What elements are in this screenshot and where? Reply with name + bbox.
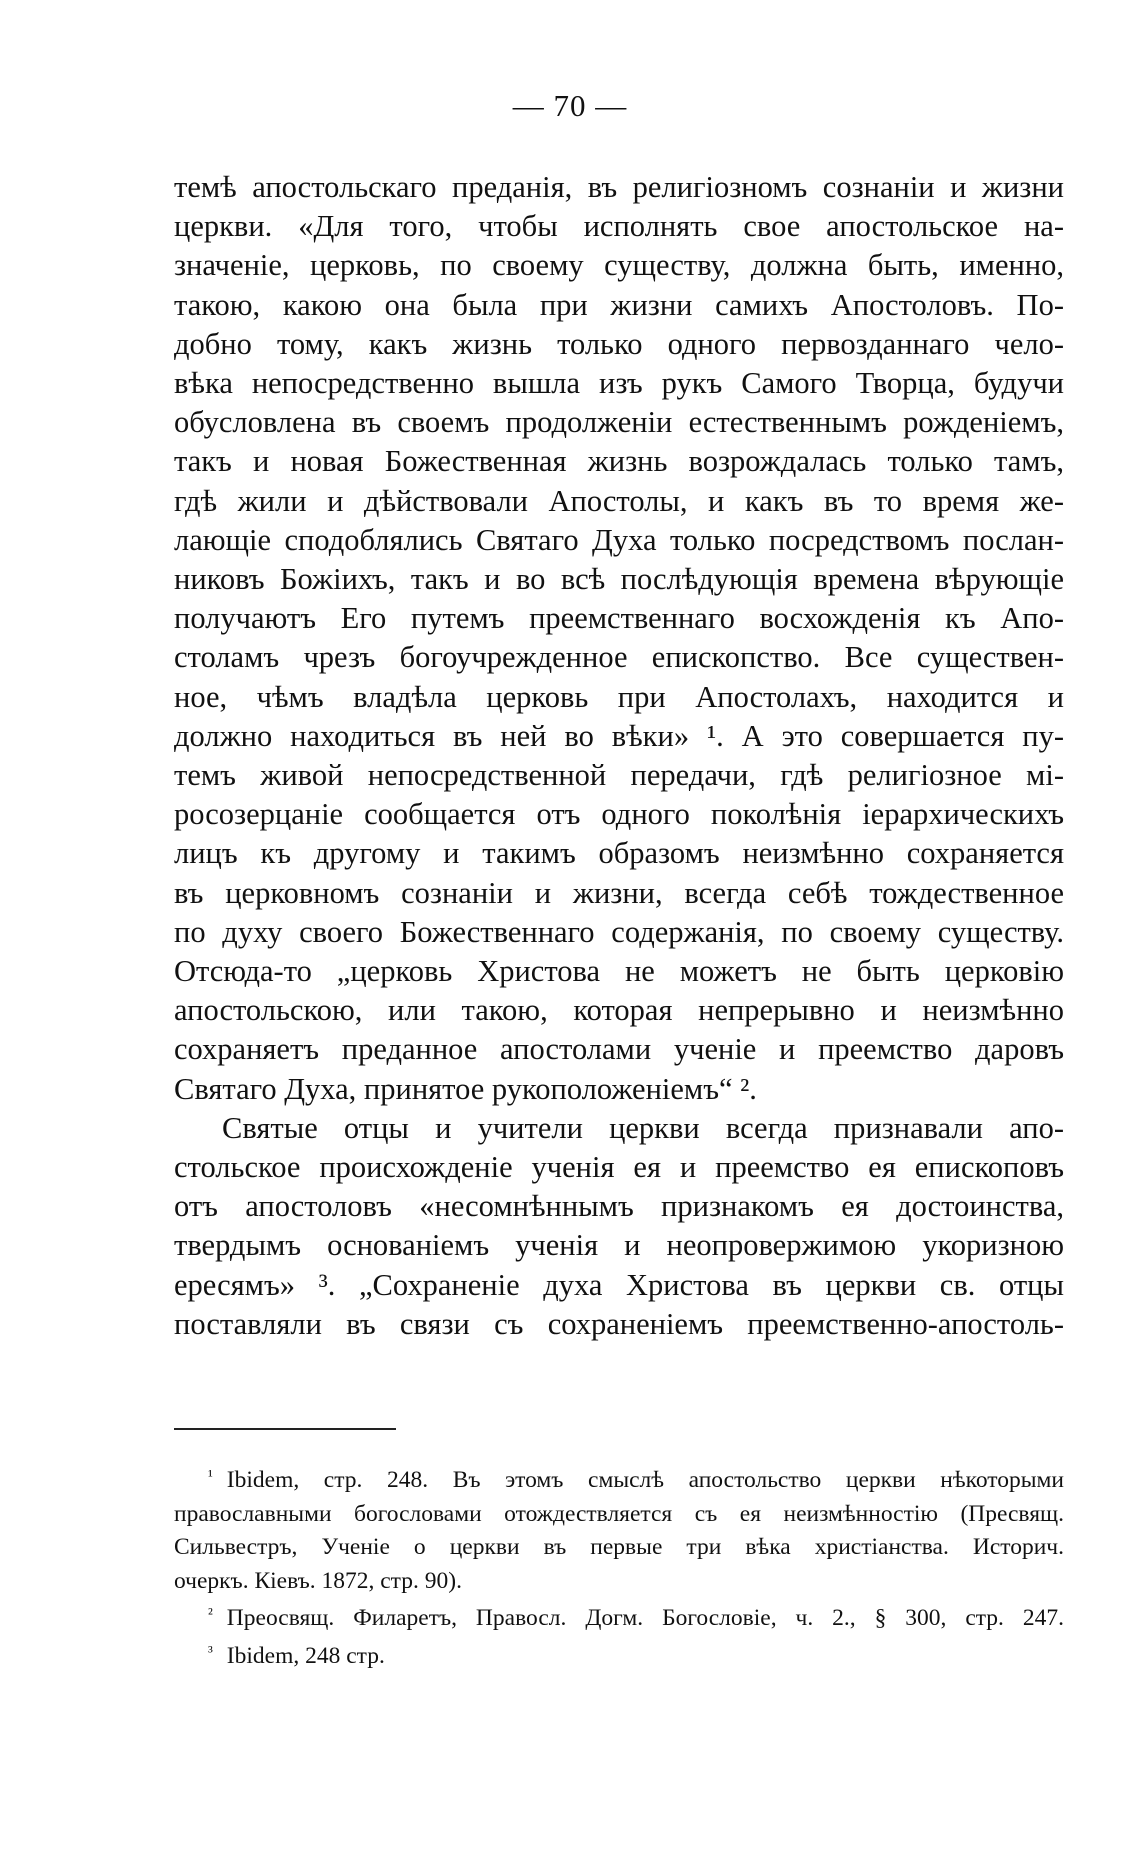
footnotes: [174, 1460, 1064, 1673]
text-line: въ церковномъ сознаніи и жизни, всегда себѣ тождественное: [174, 875, 1064, 910]
text-line: темъ живой непосредственной передачи, гдѣ религіозное мі-: [174, 758, 1064, 793]
text-line: добно тому, какъ жизнь только одного первозданнаго чело-: [174, 326, 1064, 361]
footnote-3: [174, 1636, 1064, 1674]
text-line: вѣка непосредственно вышла изъ рукъ Самого Творца, будучи: [174, 366, 1064, 401]
text-line: ное, чѣмъ владѣла церковь при Апостолахъ, находится и: [174, 679, 1064, 714]
footnote-marker: ²: [208, 1606, 213, 1623]
text-line: получаютъ Его путемъ преемственнаго восхожденія къ Апо-: [174, 601, 1064, 636]
text-line: отъ апостоловъ «несомнѣннымъ признакомъ ея достоинства,: [174, 1189, 1064, 1224]
text-line: апостольскою, или такою, которая непрерывно и неизмѣнно: [174, 993, 1064, 1028]
footnote-2: [174, 1598, 1064, 1636]
text-line: поставляли въ связи съ сохраненіемъ преемственно-апостоль-: [174, 1306, 1064, 1341]
text-line: сохраняетъ преданное апостолами ученіе и преемство даровъ: [174, 1032, 1064, 1067]
text-line: никовъ Божіихъ, такъ и во всѣ послѣдующія времена вѣрующіе: [174, 562, 1064, 597]
footnote-text: Преосвящ. Филаретъ, Правосл. Догм. Богословіе, ч. 2., § 300, стр. 247.: [226, 1605, 1064, 1631]
text-line: должно находиться въ ней во вѣки» ¹. А это совершается пу-: [174, 718, 1064, 753]
footnote-continuation: очеркъ. Кіевъ. 1872, стр. 90).: [174, 1567, 462, 1594]
footnote-separator: [174, 1428, 396, 1430]
footnote-continuation: Сильвестръ, Ученіе о церкви въ первые три вѣка христіанства. Историч.: [174, 1534, 1064, 1560]
paragraph-start-line: Святые отцы и учители церкви всегда признавали апо-: [222, 1110, 1064, 1145]
text-line: темѣ апостольскаго преданія, въ религіозномъ сознаніи и жизни: [174, 170, 1064, 204]
text-line: гдѣ жили и дѣйствовали Апостолы, и какъ въ то время же-: [174, 483, 1064, 518]
text-line: по духу своего Божественнаго содержанія, по своему существу.: [174, 914, 1064, 949]
text-line: Отсюда-то „церковь Христова не можетъ не быть церковію: [174, 954, 1064, 989]
text-line: столамъ чрезъ богоучрежденное епископство. Все существен-: [174, 640, 1064, 675]
page-number: — 70 —: [512, 88, 628, 123]
text-line: такою, какою она была при жизни самихъ Апостоловъ. По-: [174, 287, 1064, 322]
text-line: ересямъ» ³. „Сохраненіе духа Христова въ церкви св. отцы: [174, 1267, 1064, 1302]
footnote-marker: ³: [208, 1643, 213, 1661]
footnote-continuation: православными богословами отождествляется съ ея неизмѣнностію (Пресвящ.: [174, 1500, 1064, 1527]
text-line: лающіе сподоблялись Святаго Духа только посредствомъ послан-: [174, 522, 1064, 557]
text-line: церкви. «Для того, чтобы исполнять свое апостольское на-: [174, 209, 1064, 244]
text-line: значеніе, церковь, по своему существу, должна быть, именно,: [174, 248, 1064, 283]
main-text: [174, 168, 1064, 1344]
text-line: лицъ къ другому и такимъ образомъ неизмѣнно сохраняется: [174, 836, 1064, 871]
footnote-text: Ibidem, 248 стр.: [226, 1642, 385, 1669]
footnote-marker: ¹: [208, 1468, 213, 1485]
footnote-text: Ibidem, стр. 248. Въ этомъ смыслѣ апостольство церкви нѣкоторыми: [226, 1467, 1064, 1493]
text-line: такъ и новая Божественная жизнь возрождалась только тамъ,: [174, 444, 1064, 479]
text-line: стольское происхожденіе ученія ея и преемство ея епископовъ: [174, 1150, 1064, 1185]
text-line: обусловлена въ своемъ продолженіи естественнымъ рожденіемъ,: [174, 405, 1064, 440]
text-line: Святаго Духа, принятое рукоположеніемъ“ ².: [174, 1071, 757, 1106]
text-line: росозерцаніе сообщается отъ одного поколѣнія іерархическихъ: [174, 797, 1064, 832]
footnote-1: [174, 1460, 1064, 1498]
text-line: твердымъ основаніемъ ученія и неопровержимою укоризною: [174, 1228, 1064, 1263]
